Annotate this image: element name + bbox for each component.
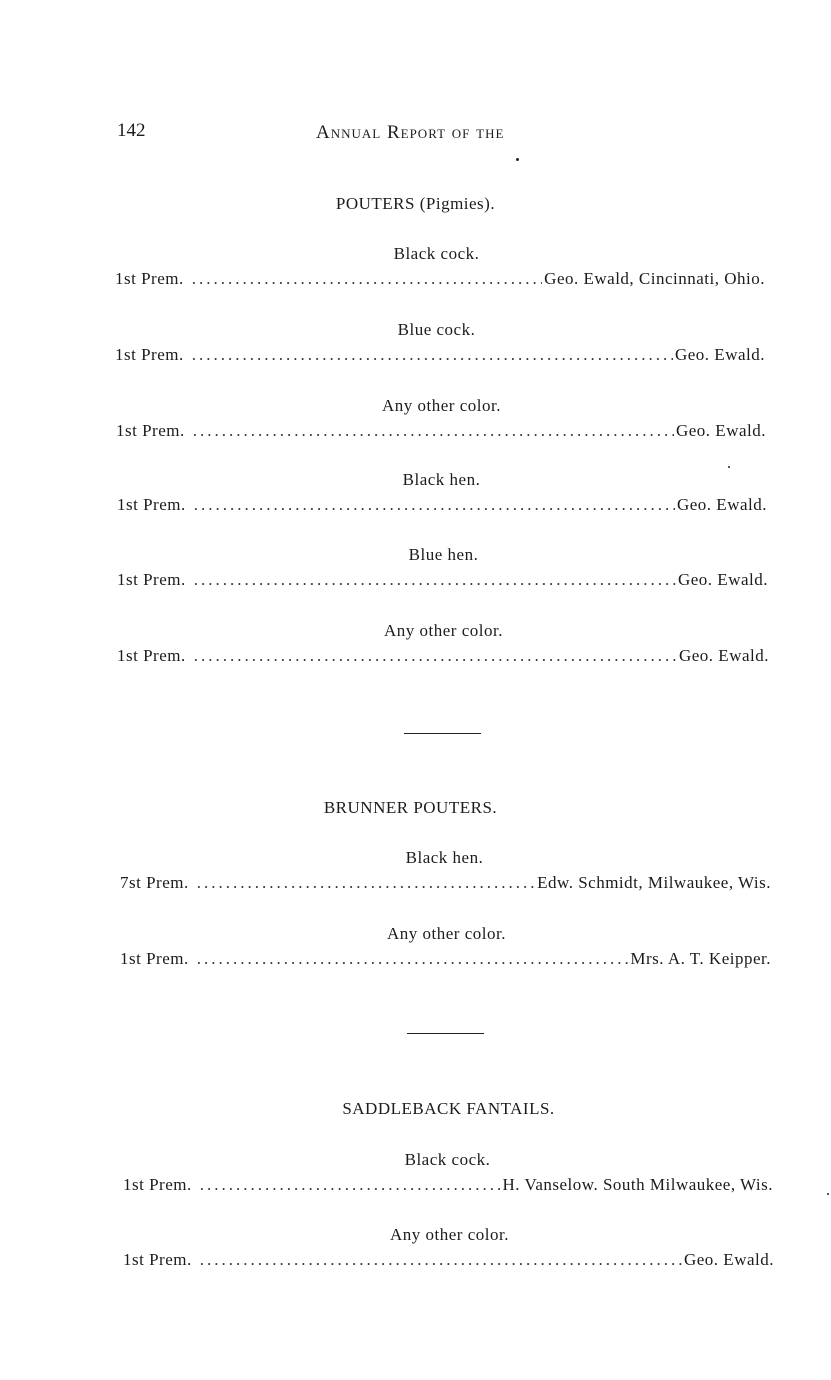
winner-name: Edw. Schmidt, Milwaukee, Wis. bbox=[537, 873, 771, 892]
award-entry bbox=[123, 1250, 774, 1270]
section-title: POUTERS (Pigmies). bbox=[335, 194, 496, 213]
winner-name: Geo. Ewald. bbox=[676, 495, 767, 514]
prize-label: 1st Prem. bbox=[123, 1250, 192, 1269]
page-number: 142 bbox=[117, 120, 146, 141]
prize-label: 1st Prem. bbox=[115, 269, 184, 288]
scan-speck bbox=[516, 158, 519, 161]
award-entry bbox=[120, 949, 771, 969]
winner-name: Geo. Ewald. bbox=[677, 570, 768, 589]
award-entry bbox=[115, 269, 765, 289]
award-entry bbox=[117, 646, 769, 666]
prize-label: 7st Prem. bbox=[120, 873, 189, 892]
prize-label: 1st Prem. bbox=[123, 1175, 192, 1194]
class-heading: Black cock. bbox=[393, 244, 480, 263]
award-entry bbox=[120, 873, 771, 893]
prize-label: 1st Prem. bbox=[117, 646, 186, 665]
winner-name: Geo. Ewald. bbox=[678, 646, 769, 665]
award-entry bbox=[117, 570, 768, 590]
class-heading: Blue cock. bbox=[397, 320, 476, 339]
dot-leader bbox=[194, 646, 677, 666]
award-entry bbox=[123, 1175, 773, 1195]
dot-leader bbox=[194, 495, 675, 515]
class-heading: Black hen. bbox=[402, 470, 481, 489]
prize-label: 1st Prem. bbox=[116, 421, 185, 440]
scan-speck bbox=[728, 466, 730, 468]
dot-leader bbox=[192, 269, 542, 289]
dot-leader bbox=[192, 345, 673, 365]
winner-name: Geo. Ewald. bbox=[674, 345, 765, 364]
dot-leader bbox=[200, 1250, 682, 1270]
award-entry bbox=[116, 421, 766, 441]
winner-name: Geo. Ewald, Cincinnati, Ohio. bbox=[544, 269, 765, 288]
prize-label: 1st Prem. bbox=[117, 495, 186, 514]
class-heading: Any other color. bbox=[387, 924, 506, 943]
class-heading: Any other color. bbox=[382, 396, 501, 415]
class-heading: Any other color. bbox=[384, 621, 503, 640]
dot-leader bbox=[200, 1175, 501, 1195]
section-divider bbox=[407, 1033, 484, 1034]
prize-label: 1st Prem. bbox=[117, 570, 186, 589]
winner-name: Geo. Ewald. bbox=[683, 1250, 774, 1269]
award-entry bbox=[117, 495, 767, 515]
dot-leader bbox=[197, 949, 629, 969]
dot-leader bbox=[194, 570, 676, 590]
winner-name: Geo. Ewald. bbox=[675, 421, 766, 440]
class-heading: Any other color. bbox=[390, 1225, 509, 1244]
scan-speck bbox=[827, 1193, 829, 1195]
class-heading: Blue hen. bbox=[408, 545, 479, 564]
class-heading: Black cock. bbox=[404, 1150, 491, 1169]
prize-label: 1st Prem. bbox=[115, 345, 184, 364]
section-title: SADDLEBACK FANTAILS. bbox=[342, 1099, 555, 1118]
section-title: BRUNNER POUTERS. bbox=[323, 798, 498, 817]
prize-label: 1st Prem. bbox=[120, 949, 189, 968]
section-divider bbox=[404, 733, 481, 734]
winner-name: Mrs. A. T. Keipper. bbox=[630, 949, 771, 968]
award-entry bbox=[115, 345, 765, 365]
class-heading: Black hen. bbox=[405, 848, 484, 867]
winner-name: H. Vanselow. South Milwaukee, Wis. bbox=[502, 1175, 773, 1194]
dot-leader bbox=[197, 873, 535, 893]
running-head: Annual Report of the bbox=[316, 122, 505, 143]
dot-leader bbox=[193, 421, 674, 441]
